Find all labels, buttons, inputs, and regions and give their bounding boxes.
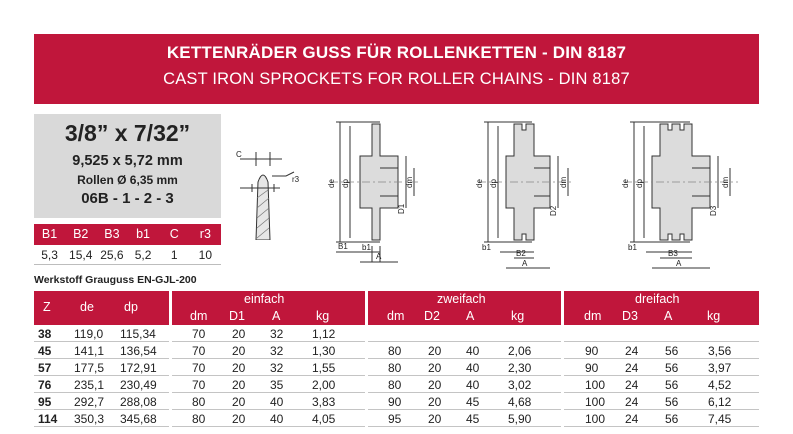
column-separator bbox=[561, 325, 564, 342]
label-dp: dp bbox=[341, 179, 350, 188]
column-separator bbox=[169, 325, 172, 342]
table-row bbox=[34, 325, 759, 342]
table-row bbox=[34, 410, 759, 427]
cell-kg: 2,06 bbox=[508, 344, 532, 358]
cell-a: 40 bbox=[466, 378, 480, 392]
column-separator bbox=[169, 359, 172, 376]
cell-de: 119,0 bbox=[74, 327, 104, 341]
col-header-kg: kg bbox=[511, 309, 525, 323]
group-header-zweifach: zweifach bbox=[437, 292, 486, 306]
chain-designation: 06B - 1 - 2 - 3 bbox=[81, 190, 174, 207]
cell-d: 24 bbox=[625, 361, 639, 375]
cell-a: 56 bbox=[665, 378, 679, 392]
cell-kg: 5,90 bbox=[508, 412, 532, 426]
cell-a: 40 bbox=[270, 412, 284, 426]
cell-kg: 1,12 bbox=[312, 327, 336, 341]
column-separator bbox=[365, 376, 368, 393]
cell-z: 95 bbox=[38, 395, 52, 409]
label-B2: B2 bbox=[516, 249, 526, 258]
label-a: A bbox=[522, 259, 528, 268]
cell-de: 235,1 bbox=[74, 378, 105, 392]
col-header-dm: dm bbox=[190, 309, 208, 323]
cell-dm: 80 bbox=[388, 344, 402, 358]
chain-size: 3/8” x 7/32” bbox=[64, 120, 191, 146]
title-banner bbox=[34, 34, 759, 104]
tooth-dimension-row bbox=[34, 245, 221, 265]
cell-d: 20 bbox=[428, 344, 442, 358]
cell-kg: 3,56 bbox=[708, 344, 732, 358]
table-cell: 1 bbox=[170, 248, 178, 262]
col-header: B2 bbox=[73, 227, 89, 241]
column-separator bbox=[561, 342, 564, 359]
cell-dp: 288,08 bbox=[120, 395, 157, 409]
table-row bbox=[34, 393, 759, 410]
cell-dp: 136,54 bbox=[120, 344, 157, 358]
column-separator bbox=[561, 393, 564, 410]
col-header-kg: kg bbox=[316, 309, 330, 323]
column-separator bbox=[169, 410, 172, 427]
cell-a: 45 bbox=[466, 395, 480, 409]
title-german: KETTENRÄDER GUSS FÜR ROLLENKETTEN - DIN 8187 bbox=[166, 43, 627, 62]
col-header-z: Z bbox=[43, 300, 51, 314]
sprocket-table-header bbox=[34, 291, 759, 325]
cell-a: 32 bbox=[270, 361, 284, 375]
cell-dm: 95 bbox=[388, 412, 402, 426]
table-cell: 5,3 bbox=[41, 248, 58, 262]
col-header: b1 bbox=[136, 227, 150, 241]
cell-a: 56 bbox=[665, 395, 679, 409]
cell-dm: 70 bbox=[192, 327, 206, 341]
tooth-profile-drawing bbox=[228, 140, 310, 240]
cell-de: 292,7 bbox=[74, 395, 105, 409]
column-separator bbox=[169, 393, 172, 410]
cell-dm: 100 bbox=[585, 378, 606, 392]
cell-de: 141,1 bbox=[74, 344, 105, 358]
label-B1: B1 bbox=[338, 242, 348, 251]
material-note: Werkstoff Grauguss EN-GJL-200 bbox=[34, 274, 197, 286]
header-separator bbox=[365, 291, 368, 325]
cell-dm: 70 bbox=[192, 361, 206, 375]
cell-a: 32 bbox=[270, 344, 284, 358]
cell-d: 20 bbox=[232, 412, 246, 426]
col-header: B1 bbox=[41, 227, 58, 241]
cell-d: 20 bbox=[428, 395, 442, 409]
cell-d: 20 bbox=[428, 412, 442, 426]
table-cell: 5,2 bbox=[134, 248, 152, 262]
col-header-kg: kg bbox=[707, 309, 721, 323]
column-separator bbox=[169, 376, 172, 393]
cell-kg: 7,45 bbox=[708, 412, 732, 426]
cell-d: 20 bbox=[232, 344, 246, 358]
cell-dp: 345,68 bbox=[120, 412, 157, 426]
label-dm: dm bbox=[559, 176, 568, 188]
sprocket-table bbox=[34, 291, 759, 427]
col-header-d3: D3 bbox=[622, 309, 638, 323]
cell-d: 20 bbox=[232, 378, 246, 392]
group-header-dreifach: dreifach bbox=[635, 292, 680, 306]
title-english: CAST IRON SPROCKETS FOR ROLLER CHAINS - DIN 8187 bbox=[163, 70, 630, 88]
cell-dm: 70 bbox=[192, 378, 206, 392]
cell-d: 24 bbox=[625, 412, 639, 426]
table-row bbox=[34, 359, 759, 376]
label-a: A bbox=[376, 252, 382, 261]
tooth-dimension-header bbox=[34, 224, 221, 245]
table-cell: 10 bbox=[198, 248, 213, 262]
cell-a: 32 bbox=[270, 327, 284, 341]
cell-kg: 4,05 bbox=[312, 412, 336, 426]
cell-a: 40 bbox=[466, 344, 480, 358]
cell-z: 57 bbox=[38, 361, 52, 375]
column-separator bbox=[365, 393, 368, 410]
profile-label-c: C bbox=[236, 150, 242, 159]
cell-kg: 3,02 bbox=[508, 378, 532, 392]
label-de: de bbox=[475, 179, 484, 188]
triplex-sprocket-drawing bbox=[616, 116, 744, 278]
column-separator bbox=[561, 376, 564, 393]
table-row bbox=[34, 376, 759, 393]
cell-kg: 1,55 bbox=[312, 361, 336, 375]
cell-dm: 90 bbox=[585, 361, 599, 375]
cell-d: 24 bbox=[625, 344, 639, 358]
cell-d: 24 bbox=[625, 395, 639, 409]
simplex-sprocket-drawing bbox=[322, 116, 420, 268]
col-header-dm: dm bbox=[584, 309, 602, 323]
column-separator bbox=[169, 342, 172, 359]
label-d2: D2 bbox=[549, 205, 558, 216]
cell-dp: 172,91 bbox=[120, 361, 157, 375]
cell-a: 56 bbox=[665, 412, 679, 426]
cell-de: 177,5 bbox=[74, 361, 105, 375]
chain-spec-box bbox=[34, 114, 221, 218]
cell-z: 114 bbox=[38, 412, 58, 426]
cell-dm: 80 bbox=[192, 395, 206, 409]
column-separator bbox=[365, 359, 368, 376]
col-header-d1: D1 bbox=[229, 309, 245, 323]
label-a: A bbox=[676, 259, 682, 268]
column-separator bbox=[561, 410, 564, 427]
cell-dm: 80 bbox=[388, 378, 402, 392]
table-cell: 25,6 bbox=[100, 248, 124, 262]
profile-label-r3: r3 bbox=[292, 175, 300, 184]
cell-a: 40 bbox=[270, 395, 284, 409]
label-dp: dp bbox=[635, 179, 644, 188]
cell-dm: 90 bbox=[585, 344, 599, 358]
cell-a: 35 bbox=[270, 378, 284, 392]
tooth-dimension-table bbox=[34, 224, 221, 265]
label-de: de bbox=[327, 179, 336, 188]
label-b1: b1 bbox=[628, 243, 637, 252]
cell-z: 76 bbox=[38, 378, 52, 392]
label-de: de bbox=[621, 179, 630, 188]
label-b1: b1 bbox=[362, 243, 371, 252]
table-row bbox=[34, 342, 759, 359]
cell-kg: 1,30 bbox=[312, 344, 336, 358]
cell-d: 20 bbox=[232, 395, 246, 409]
header-separator bbox=[169, 291, 172, 325]
label-dm: dm bbox=[405, 176, 414, 188]
cell-dp: 230,49 bbox=[120, 378, 157, 392]
header-separator bbox=[561, 291, 564, 325]
column-separator bbox=[365, 342, 368, 359]
col-header-de: de bbox=[80, 300, 94, 314]
col-header-a: A bbox=[466, 309, 475, 323]
column-separator bbox=[365, 325, 368, 342]
cell-z: 38 bbox=[38, 327, 52, 341]
label-b1: b1 bbox=[482, 243, 491, 252]
label-d1: D1 bbox=[397, 203, 406, 214]
group-header-einfach: einfach bbox=[244, 292, 285, 306]
cell-dm: 90 bbox=[388, 395, 402, 409]
table-cell: 15,4 bbox=[69, 248, 93, 262]
col-header-a: A bbox=[664, 309, 673, 323]
cell-kg: 4,68 bbox=[508, 395, 532, 409]
column-separator bbox=[561, 359, 564, 376]
col-header-d2: D2 bbox=[424, 309, 440, 323]
col-header-dp: dp bbox=[124, 300, 138, 314]
col-header-dm: dm bbox=[387, 309, 405, 323]
label-dp: dp bbox=[489, 179, 498, 188]
cell-dm: 70 bbox=[192, 344, 206, 358]
cell-dm: 100 bbox=[585, 412, 606, 426]
cell-kg: 2,30 bbox=[508, 361, 532, 375]
col-header-a: A bbox=[272, 309, 281, 323]
cell-z: 45 bbox=[38, 344, 52, 358]
cell-kg: 2,00 bbox=[312, 378, 336, 392]
cell-a: 40 bbox=[466, 361, 480, 375]
duplex-sprocket-drawing bbox=[470, 116, 580, 276]
col-header: r3 bbox=[199, 227, 211, 241]
cell-dm: 80 bbox=[192, 412, 206, 426]
cell-de: 350,3 bbox=[74, 412, 105, 426]
label-dm: dm bbox=[721, 176, 730, 188]
cell-kg: 6,12 bbox=[708, 395, 732, 409]
cell-d: 20 bbox=[428, 378, 442, 392]
chain-metric-size: 9,525 x 5,72 mm bbox=[72, 153, 183, 169]
label-d3: D3 bbox=[709, 205, 718, 216]
cell-a: 56 bbox=[665, 361, 679, 375]
cell-a: 56 bbox=[665, 344, 679, 358]
cell-kg: 4,52 bbox=[708, 378, 732, 392]
cell-dm: 80 bbox=[388, 361, 402, 375]
cell-dm: 100 bbox=[585, 395, 606, 409]
cell-dp: 115,34 bbox=[120, 327, 156, 341]
sprocket-table-body bbox=[34, 325, 759, 427]
cell-d: 20 bbox=[428, 361, 442, 375]
column-separator bbox=[365, 410, 368, 427]
cell-kg: 3,97 bbox=[708, 361, 732, 375]
roller-diameter: Rollen Ø 6,35 mm bbox=[77, 173, 178, 187]
cell-d: 20 bbox=[232, 361, 246, 375]
col-header: C bbox=[169, 227, 179, 241]
cell-a: 45 bbox=[466, 412, 480, 426]
col-header: B3 bbox=[104, 227, 120, 241]
label-B3: B3 bbox=[668, 249, 678, 258]
cell-d: 20 bbox=[232, 327, 246, 341]
cell-d: 24 bbox=[625, 378, 639, 392]
cell-kg: 3,83 bbox=[312, 395, 336, 409]
